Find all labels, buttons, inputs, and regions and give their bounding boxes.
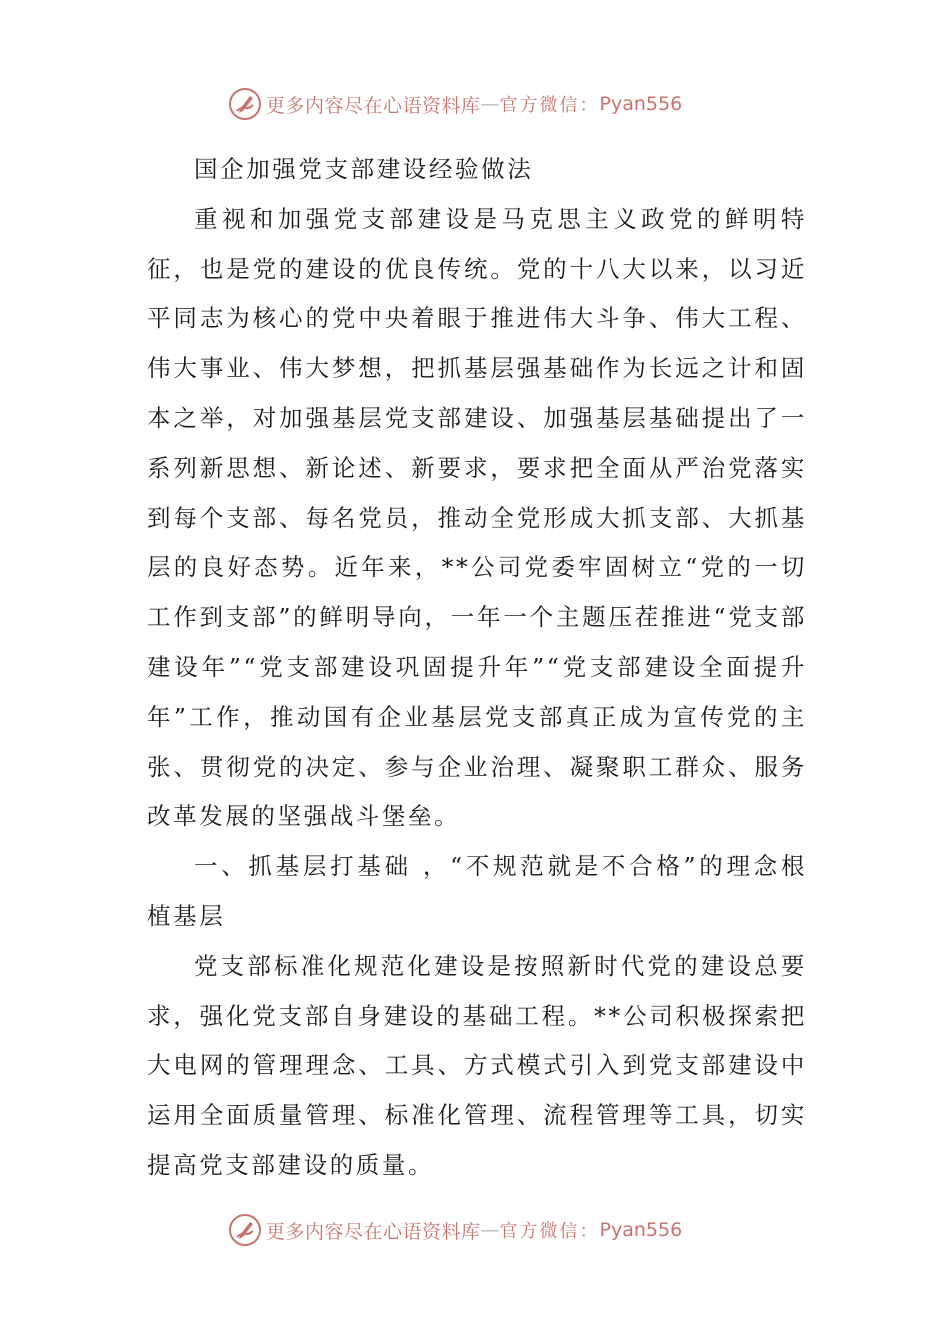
footer-banner [228,1212,682,1248]
banner-separator: — [480,93,500,115]
section-heading-1: 一、抓基层打基础 ，“不规范就是不合格”的理念根植基层 [147,852,807,930]
banner-wechat-id: Pyan556 [599,93,683,115]
banner-lead-text: 更多内容尽在心语资料库 [266,1220,481,1243]
banner-lead-text: 更多内容尽在心语资料库 [266,94,481,117]
pen-book-logo-icon [228,1213,262,1247]
paragraph-intro: 重视和加强党支部建设是马克思主义政党的鲜明特征，也是党的建设的优良传统。党的十八大以来，以习近平同志为核心的党中央着眼于推进伟大斗争、伟大工程、伟大事业、伟大梦想，把抓基层强基础作为长远之计和固本之举，对加强基层党支部建设、加强基层基础提出了一系列新思想、新论述、新要求，要求把全面从严治党落实到每个支部、每名党员，推动全党形成大抓支部、大抓基层的良好态势。近年来，**公司党委牢固树立“党的一切工作到支部”的鲜明导向，一年一个主题压茬推进“党支部建设年”“党支部建设巩固提升年”“党支部建设全面提升年”工作，推动国有企业基层党支部真正成为宣传党的主张、贯彻党的决定、参与企业治理、凝聚职工群众、服务改革发展的坚强战斗堡垒。 [147,204,807,831]
document-body [147,145,807,1191]
banner-wechat-id: Pyan556 [599,1219,683,1241]
banner-wechat-label: 官方微信： [499,95,600,116]
banner-wechat-label: 官方微信： [499,1221,600,1242]
paragraph-section-1: 党支部标准化规范化建设是按照新时代党的建设总要求，强化党支部自身建设的基础工程。**公司积极探索把大电网的管理理念、工具、方式模式引入到党支部建设中运用全面质量管理、标准化管理、流程管理等工具，切实提高党支部建设的质量。 [147,951,807,1179]
banner-separator: — [480,1219,500,1241]
document-title: 国企加强党支部建设经验做法 [194,155,534,183]
header-banner [228,86,682,122]
pen-book-logo-icon [228,87,262,121]
